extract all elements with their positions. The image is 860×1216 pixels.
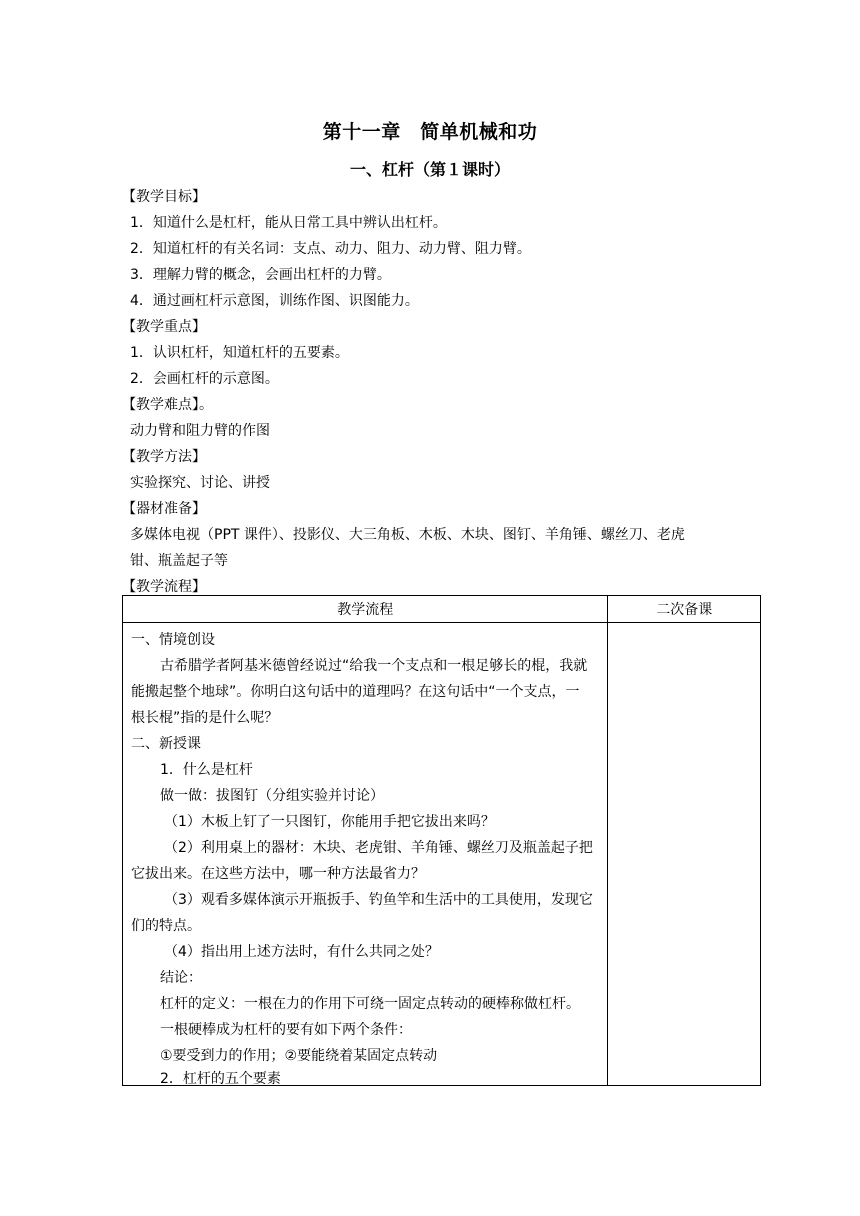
objective-item: 4．通过画杠杆示意图，训练作图、识图能力。 (130, 293, 419, 309)
section-heading: 二、新授课 (131, 736, 201, 752)
process-table (122, 595, 761, 1086)
paragraph-line: （2）利用桌上的器材：木块、老虎钳、羊角锤、螺丝刀及瓶盖起子把 (164, 840, 593, 856)
paragraph-line: 古希腊学者阿基米德曾经说过“给我一个支点和一根足够长的棍，我就 (160, 658, 588, 674)
difficulties-heading: 【教学难点】。 (122, 397, 213, 413)
key-point-item: 2．会画杠杆的示意图。 (130, 371, 279, 387)
process-heading: 【教学流程】 (122, 579, 206, 595)
revision-notes-cell (608, 623, 761, 1086)
paragraph-line: 能搬起整个地球”。你明白这句话中的道理吗？在这句话中“一个支点，一 (131, 684, 580, 700)
objective-item: 3．理解力臂的概念，会画出杠杆的力臂。 (130, 267, 391, 283)
subsection-heading: 1．什么是杠杆 (160, 762, 253, 778)
subsection-heading: 2．杠杆的五个要素 (160, 1071, 281, 1087)
paragraph-line: 做一做：拔图钉（分组实验并讨论） (160, 788, 384, 804)
materials-text-line1: 多媒体电视（PPT 课件）、投影仪、大三角板、木板、木块、图钉、羊角锤、螺丝刀、老虎 (130, 527, 685, 543)
paragraph-line: 们的特点。 (131, 918, 201, 934)
paragraph-line: 结论： (160, 970, 202, 986)
paragraph-line: ①要受到力的作用；②要能绕着某固定点转动 (160, 1048, 438, 1064)
process-content-cell (123, 623, 608, 1086)
paragraph-line: 一根硬棒成为杠杆的要有如下两个条件： (160, 1022, 412, 1038)
paragraph-line: 杠杆的定义：一根在力的作用下可绕一固定点转动的硬棒称做杠杆。 (160, 996, 580, 1012)
chapter-title: 第十一章 简单机械和功 (322, 121, 538, 143)
paragraph-line: （3）观看多媒体演示开瓶扳手、钓鱼竿和生活中的工具使用，发现它 (164, 892, 593, 908)
difficulties-text: 动力臂和阻力臂的作图 (130, 423, 270, 439)
column-header-process: 教学流程 (123, 596, 608, 623)
paragraph-line: 根长棍”指的是什么呢？ (131, 710, 279, 726)
paragraph-line: （4）指出用上述方法时，有什么共同之处？ (164, 944, 439, 960)
materials-heading: 【器材准备】 (122, 501, 206, 517)
lesson-subtitle: 一、杠杆（第１课时） (349, 160, 510, 179)
objectives-heading: 【教学目标】 (122, 189, 206, 205)
column-header-revision: 二次备课 (608, 596, 761, 623)
section-heading: 一、情境创设 (131, 632, 215, 648)
paragraph-line: 它拔出来。在这些方法中，哪一种方法最省力？ (131, 866, 425, 882)
key-points-heading: 【教学重点】 (122, 319, 206, 335)
methods-text: 实验探究、讨论、讲授 (130, 475, 270, 491)
methods-heading: 【教学方法】 (122, 449, 206, 465)
materials-text-line2: 钳、瓶盖起子等 (130, 553, 228, 569)
key-point-item: 1．认识杠杆，知道杠杆的五要素。 (130, 345, 349, 361)
objective-item: 2．知道杠杆的有关名词：支点、动力、阻力、动力臂、阻力臂。 (130, 241, 531, 257)
paragraph-line: （1）木板上钉了一只图钉，你能用手把它拔出来吗？ (164, 814, 495, 830)
objective-item: 1．知道什么是杠杆，能从日常工具中辨认出杠杆。 (130, 215, 447, 231)
